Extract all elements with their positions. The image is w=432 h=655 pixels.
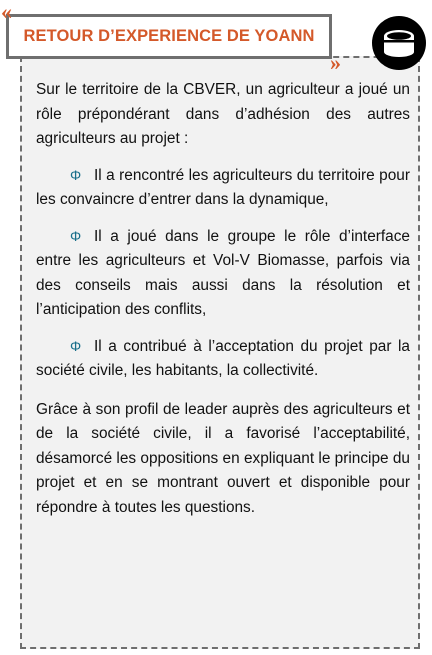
page-title: RETOUR D’EXPERIENCE DE YOANN <box>23 27 315 45</box>
list-item <box>36 163 410 213</box>
conclusion-paragraph: Grâce à son profil de leader auprès des agriculteurs et de la société civile, il a favorisé l’acceptabilité, désamorcé les oppositions en expliquant le principe du projet et en se montrant ouvert et disponible pour répondre à toutes les questions. <box>36 400 410 516</box>
list-item <box>36 224 410 323</box>
open-quote-mark: « <box>1 0 12 24</box>
bullet-icon: Φ <box>70 166 82 183</box>
intro-paragraph: Sur le territoire de la CBVER, un agriculteur a joué un rôle prépondérant dans d’adhésion des autres agriculteurs au projet : <box>36 81 410 147</box>
list-item-text: Il a contribué à l’acceptation du projet par la société civile, les habitants, la collectivité. <box>36 337 410 379</box>
container-icon <box>372 16 426 70</box>
bullet-icon: Φ <box>70 337 82 354</box>
list-item <box>36 334 410 384</box>
title-banner <box>6 14 332 59</box>
bullet-icon: Φ <box>70 227 82 244</box>
list-item-text: Il a joué dans le groupe le rôle d’interface entre les agriculteurs et Vol-V Biomasse, parfois via des conseils mais aussi dans la résolution et l’anticipation des conflits, <box>36 227 410 318</box>
list-item-text: Il a rencontré les agriculteurs du territoire pour les convaincre d’entrer dans la dynamique, <box>36 166 410 208</box>
close-quote-mark: » <box>330 50 341 75</box>
testimonial-text <box>36 78 410 520</box>
